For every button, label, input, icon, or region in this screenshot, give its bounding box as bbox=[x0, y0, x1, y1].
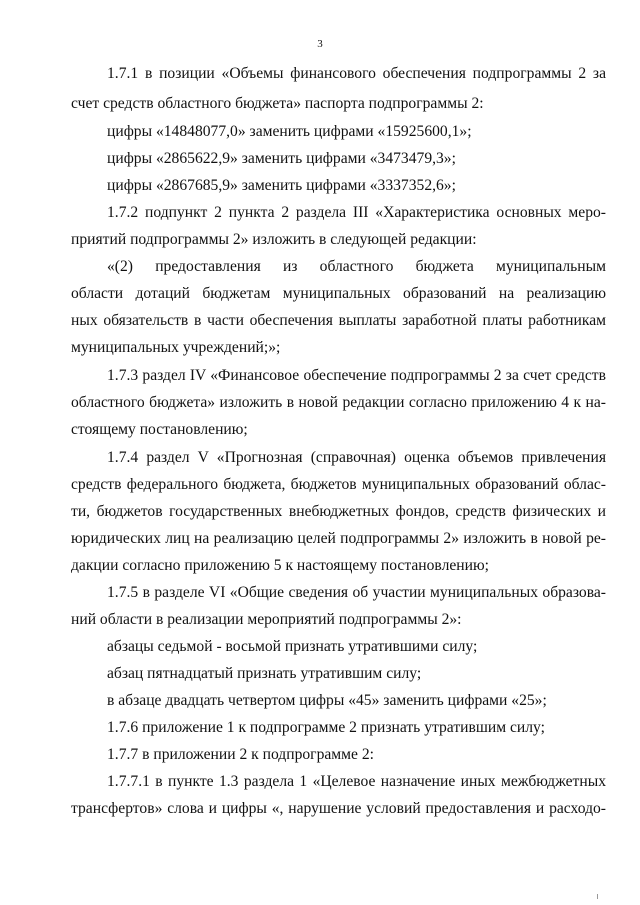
text-line: ний области в реализации мероприятий подпрограммы 2»: bbox=[71, 611, 462, 628]
text-line: «(2) предоставления из областного бюджета муниципальным bbox=[107, 258, 606, 275]
text-line: 1.7.2 подпункт 2 пункта 2 раздела III «Характеристика основных меро- bbox=[107, 204, 606, 221]
text-line: цифры «2865622,9» заменить цифрами «3473479,3»; bbox=[107, 150, 456, 167]
text-line: 1.7.6 приложение 1 к подпрограмме 2 признать утратившим силу; bbox=[107, 719, 545, 736]
page-number: 3 bbox=[317, 38, 323, 50]
text-line: ти, бюджетов государственных внебюджетных фондов, средств физических и bbox=[71, 503, 606, 520]
text-line: 1.7.4 раздел V «Прогнозная (справочная) оценка объемов привлечения bbox=[107, 449, 606, 466]
text-line: юридических лиц на реализацию целей подпрограммы 2» изложить в новой ре- bbox=[71, 530, 606, 547]
text-line: в абзаце двадцать четвертом цифры «45» заменить цифрами «25»; bbox=[107, 692, 547, 709]
text-line: 1.7.7.1 в пункте 1.3 раздела 1 «Целевое назначение иных межбюджетных bbox=[107, 773, 606, 790]
text-line: трансфертов» слова и цифры «, нарушение условий предоставления и расходо- bbox=[71, 800, 606, 817]
text-line: 1.7.7 в приложении 2 к подпрограмме 2: bbox=[107, 746, 374, 763]
text-line: абзацы седьмой - восьмой признать утратившими силу; bbox=[107, 638, 478, 655]
text-line: 1.7.1 в позиции «Объемы финансового обеспечения подпрограммы 2 за bbox=[107, 65, 606, 82]
text-line: счет средств областного бюджета» паспорта подпрограммы 2: bbox=[71, 95, 484, 112]
text-line: стоящему постановлению; bbox=[71, 421, 248, 438]
text-line: ных обязательств в части обеспечения выплаты заработной платы работникам bbox=[71, 312, 606, 329]
text-line: абзац пятнадцатый признать утратившим силу; bbox=[107, 665, 422, 682]
text-line: областного бюджета» изложить в новой редакции согласно приложению 4 к на- bbox=[71, 394, 606, 411]
text-line: цифры «2867685,9» заменить цифрами «3337352,6»; bbox=[107, 177, 456, 194]
text-line: дакции согласно приложению 5 к настоящему постановлению; bbox=[71, 557, 489, 574]
text-line: муниципальных учреждений;»; bbox=[71, 339, 281, 356]
text-line: 1.7.5 в разделе VI «Общие сведения об участии муниципальных образова- bbox=[107, 584, 606, 601]
text-line: приятий подпрограммы 2» изложить в следующей редакции: bbox=[71, 231, 477, 248]
text-line: 1.7.3 раздел IV «Финансовое обеспечение подпрограммы 2 за счет средств bbox=[107, 367, 606, 384]
text-line: средств федерального бюджета, бюджетов муниципальных образований облас- bbox=[71, 476, 606, 493]
scan-mark bbox=[597, 894, 598, 899]
text-line: области дотаций бюджетам муниципальных образований на реализацию bbox=[71, 285, 606, 302]
text-line: цифры «14848077,0» заменить цифрами «15925600,1»; bbox=[107, 123, 472, 140]
